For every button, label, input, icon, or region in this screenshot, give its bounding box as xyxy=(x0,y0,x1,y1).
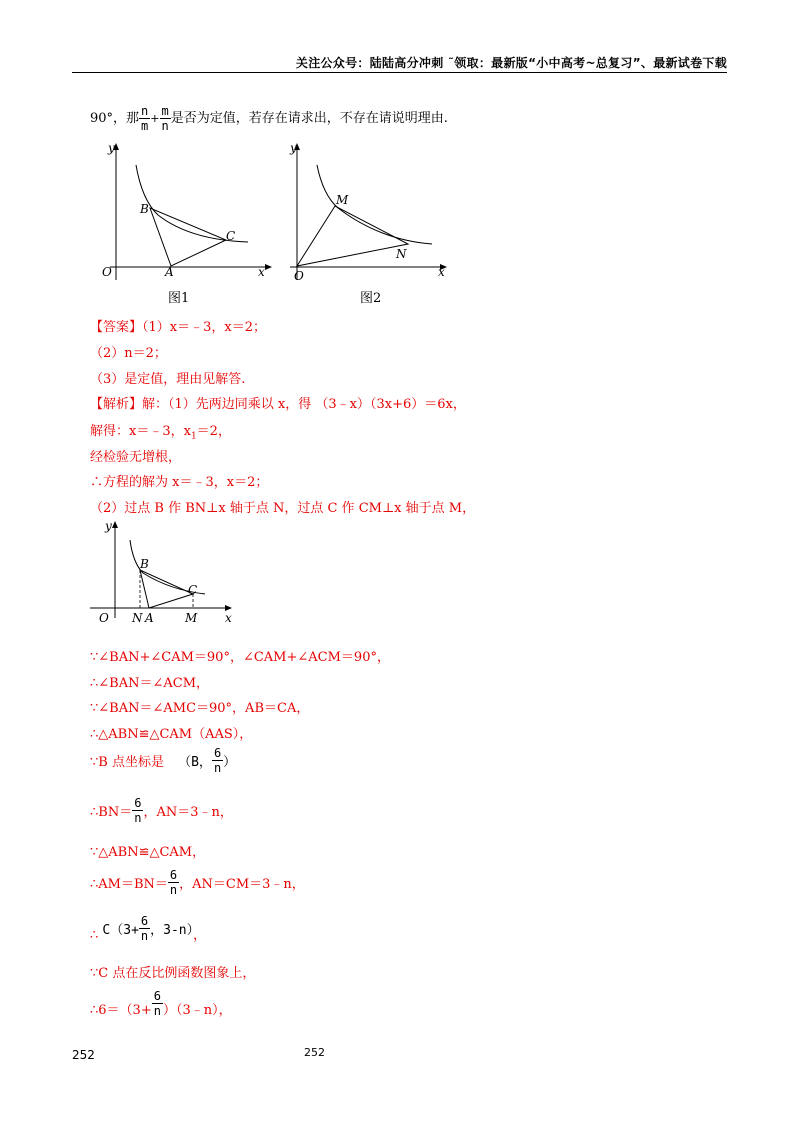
label-n: N xyxy=(396,247,407,261)
fraction-6-over-n xyxy=(152,989,163,1018)
analysis-tag: 【解析】 xyxy=(90,397,143,412)
frac-num: m xyxy=(161,104,169,118)
analysis-line-3: 经检验无增根， xyxy=(90,450,182,465)
label-y: y xyxy=(290,141,297,155)
answer-tag: 【答案】 xyxy=(90,320,143,335)
figure-1 xyxy=(90,140,280,310)
frac-num: n xyxy=(141,104,149,118)
analysis-line-16 xyxy=(90,989,232,1018)
analysis-text: 解：（1）先两边同乘以 x，得 （3﹣x）（3x+6）＝6x， xyxy=(142,397,466,412)
label-c: C xyxy=(188,583,198,597)
y-axis-arrow xyxy=(112,521,118,528)
frac-den: n xyxy=(213,761,222,775)
analysis-line-12: ∵△ABN≌△CAM， xyxy=(90,845,206,860)
label-x: x xyxy=(225,611,232,625)
analysis-line-2 xyxy=(90,420,231,442)
frac-den: n xyxy=(161,119,169,133)
frac-den: n xyxy=(134,811,142,825)
label-b: B xyxy=(140,202,149,216)
figure-caption: 图2 xyxy=(360,291,382,306)
question-line xyxy=(90,104,448,133)
page-header: 关注公众号：陆陆高分冲刺 ˜领取：最新版“小中高考~总复习”、最新试卷下载 xyxy=(72,54,727,73)
label-y: y xyxy=(105,519,112,533)
analysis-text: ∴6＝（3+ xyxy=(90,1003,152,1018)
analysis-line-13 xyxy=(90,868,305,897)
answer-line-2: （2）n＝2； xyxy=(90,346,167,361)
coord-c-rest: ，3-n） xyxy=(150,923,194,938)
fraction-6-over-n xyxy=(212,746,223,775)
analysis-text: ，AN＝3﹣n， xyxy=(143,805,233,820)
question-prefix: 90°，那 xyxy=(90,111,140,126)
label-x: x xyxy=(258,265,265,279)
analysis-line-1 xyxy=(90,393,466,412)
coord-close: ） xyxy=(223,755,237,770)
coord-b xyxy=(178,746,237,775)
label-o: O xyxy=(99,611,109,625)
analysis-line-9: ∴△ABN≌△CAM（AAS）， xyxy=(90,727,253,742)
label-n: N xyxy=(132,611,143,625)
answer-line-1 xyxy=(90,316,266,335)
label-x: x xyxy=(438,265,445,279)
label-a: A xyxy=(165,265,174,279)
plus-sign: + xyxy=(150,112,160,125)
label-a: A xyxy=(145,611,154,625)
frac-num: 6 xyxy=(153,989,161,1003)
analysis-text: ∴ xyxy=(90,928,99,943)
frac-num: 6 xyxy=(134,796,142,810)
fraction-6-over-n xyxy=(139,914,150,943)
frac-num: 6 xyxy=(140,914,149,928)
coord-open: （B， xyxy=(178,755,212,770)
frac-den: n xyxy=(169,883,178,897)
figure-2 xyxy=(280,140,460,310)
analysis-line-8: ∵∠BAN＝∠AMC＝90°，AB＝CA， xyxy=(90,701,310,716)
analysis-line-15: ∵C 点在反比例函数图象上， xyxy=(90,966,256,981)
label-c: C xyxy=(226,229,236,243)
figure-caption: 图1 xyxy=(168,291,190,306)
label-y: y xyxy=(108,141,115,155)
analysis-text: ∵B 点坐标是 xyxy=(90,755,164,770)
analysis-line-14 xyxy=(90,914,206,943)
analysis-text: ， xyxy=(193,928,207,943)
analysis-line-5: （2）过点 B 作 BN⊥x 轴于点 N，过点 C 作 CM⊥x 轴于点 M， xyxy=(90,501,476,516)
analysis-text: ∴BN＝ xyxy=(90,805,133,820)
label-m: M xyxy=(336,193,349,207)
analysis-line-10 xyxy=(90,746,236,775)
hyperbola-curve xyxy=(317,165,432,244)
frac-num: 6 xyxy=(169,868,178,882)
frac-den: m xyxy=(141,119,149,133)
label-o: O xyxy=(294,269,304,283)
subscript: 1 xyxy=(190,431,197,442)
coord-c-open: C（3+ xyxy=(102,923,139,938)
label-m: M xyxy=(185,611,198,625)
answer-line-3: （3）是定值，理由见解答. xyxy=(90,372,246,387)
analysis-text: ，AN＝CM＝3﹣n， xyxy=(179,877,305,892)
figure-3 xyxy=(85,518,245,630)
frac-den: n xyxy=(153,1004,161,1018)
analysis-text: ∴AM＝BN＝ xyxy=(90,877,168,892)
analysis-line-6: ∵∠BAN+∠CAM＝90°，∠CAM+∠ACM＝90°， xyxy=(90,650,390,665)
analysis-text: ＝2， xyxy=(196,424,231,439)
question-suffix: 是否为定值，若存在请求出，不存在请说明理由. xyxy=(170,111,448,126)
coord-c xyxy=(102,914,194,943)
analysis-line-7: ∴∠BAN＝∠ACM， xyxy=(90,676,210,691)
analysis-text: 解得：x＝﹣3，x xyxy=(90,424,191,439)
frac-den: n xyxy=(140,929,149,943)
fraction-m-over-n xyxy=(160,104,171,133)
label-b: B xyxy=(140,557,149,571)
fraction-6-over-n xyxy=(132,796,143,825)
answer-text: （1）x＝﹣3，x＝2； xyxy=(142,320,266,335)
fraction-6-over-n xyxy=(168,868,179,897)
label-o: O xyxy=(102,265,112,279)
analysis-text: ）（3﹣n）， xyxy=(162,1003,232,1018)
fraction-n-over-m xyxy=(139,104,150,133)
x-axis-arrow xyxy=(265,264,272,270)
page-number-left: 252 xyxy=(72,1048,95,1062)
triangle-abc xyxy=(150,208,226,266)
page-number-center: 252 xyxy=(304,1046,325,1059)
frac-num: 6 xyxy=(213,746,222,760)
analysis-line-11 xyxy=(90,796,233,825)
analysis-line-4: ∴方程的解为 x＝﹣3，x＝2； xyxy=(90,475,269,490)
